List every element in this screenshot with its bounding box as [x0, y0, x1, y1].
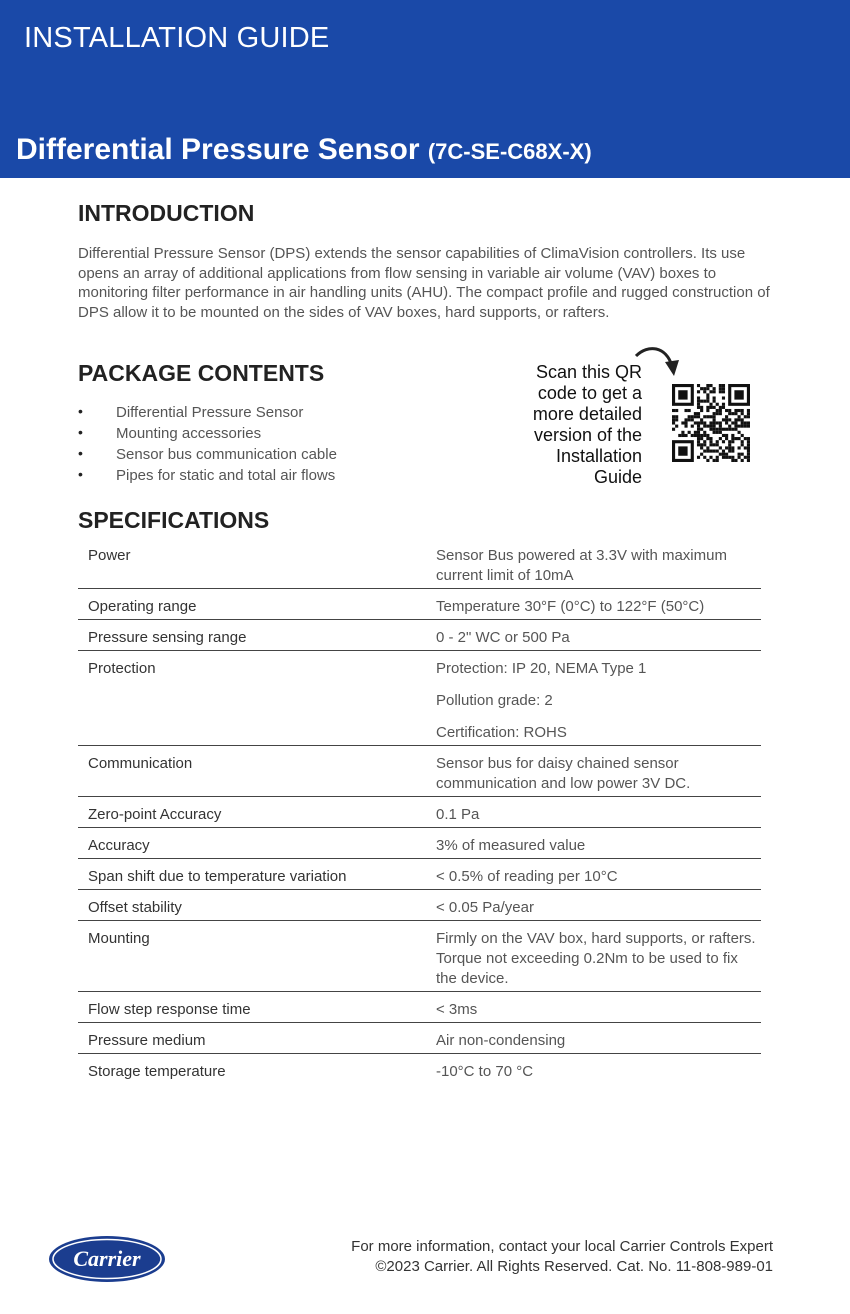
spec-row — [78, 890, 761, 921]
package-item-label: Pipes for static and total air flows — [116, 467, 336, 484]
spec-row — [78, 992, 761, 1023]
package-item — [78, 404, 337, 425]
qr-caption-line: version of the — [533, 425, 642, 445]
spec-value — [436, 1054, 761, 1085]
package-item — [78, 425, 337, 446]
spec-row — [78, 589, 761, 620]
package-item — [78, 446, 337, 467]
carrier-logo — [47, 1234, 167, 1284]
qr-caption-line: code to get a — [537, 383, 642, 403]
spec-row — [78, 538, 761, 589]
spec-value — [436, 828, 761, 859]
spec-row — [78, 1054, 761, 1085]
spec-row — [78, 828, 761, 859]
spec-label: Pressure sensing range — [78, 620, 436, 651]
bullet-icon: • — [78, 424, 83, 440]
bullet-icon: • — [78, 466, 83, 482]
spec-row — [78, 797, 761, 828]
spec-value-line: Pollution grade: 2 — [436, 692, 553, 709]
spec-value-line: Temperature 30°F (0°C) to 122°F (50°C) — [436, 598, 705, 615]
spec-value-line: Firmly on the VAV box, hard supports, or rafters. Torque not exceeding 0.2Nm to be used to fix the device. — [436, 930, 756, 987]
spec-value — [436, 1023, 761, 1054]
spec-label: Offset stability — [78, 890, 436, 921]
spec-label: Pressure medium — [78, 1023, 436, 1054]
qr-caption-line: Scan this QR — [535, 362, 642, 382]
logo-text: Carrier — [73, 1246, 141, 1271]
package-item — [78, 467, 337, 488]
spec-value — [436, 921, 761, 992]
spec-value-line: Sensor bus for daisy chained sensor communication and low power 3V DC. — [436, 755, 691, 792]
spec-value — [436, 620, 761, 651]
spec-value-line: -10°C to 70 °C — [436, 1063, 534, 1080]
spec-value — [436, 797, 761, 828]
package-item-label: Sensor bus communication cable — [116, 446, 337, 463]
spec-label: Storage temperature — [88, 1063, 226, 1080]
spec-value-line: < 0.05 Pa/year — [436, 899, 534, 916]
product-name: Differential Pressure Sensor — [16, 133, 420, 166]
bullet-icon: • — [78, 445, 83, 461]
spec-value-line: 3% of measured value — [436, 837, 586, 854]
spec-row — [78, 859, 761, 890]
qr-caption-line: Installation — [555, 446, 642, 466]
spec-value — [436, 859, 761, 890]
package-list — [78, 404, 337, 488]
spec-label: Flow step response time — [78, 992, 436, 1023]
package-heading: PACKAGE CONTENTS — [78, 360, 325, 386]
spec-row — [78, 620, 761, 651]
spec-value — [436, 538, 761, 589]
qr-caption-line: more detailed — [532, 404, 642, 424]
spec-value — [436, 651, 761, 746]
package-item-label: Mounting accessories — [116, 425, 262, 442]
spec-value — [436, 746, 761, 797]
spec-label: Operating range — [78, 589, 436, 620]
spec-value-line: < 0.5% of reading per 10°C — [436, 868, 618, 885]
spec-value-line: Protection: IP 20, NEMA Type 1 — [436, 660, 647, 677]
spec-value-line: Sensor Bus powered at 3.3V with maximum current limit of 10mA — [436, 547, 727, 584]
intro-text: Differential Pressure Sensor (DPS) extends the sensor capabilities of ClimaVision controllers. Its use opens an array of additional applications from flow sensing in variable air volume (VAV) boxes to monitoring filter performance in air handling units (AHU). The compact profile and rugged construction of DPS allow it to be mounted on the sides of VAV boxes, hard supports, or rafters. — [78, 245, 770, 321]
spec-row — [78, 1023, 761, 1054]
specs-table — [78, 538, 761, 1084]
spec-value-line: 0 - 2" WC or 500 Pa — [436, 629, 570, 646]
footer-copyright: ©2023 Carrier. All Rights Reserved. Cat. No. 11-808-989-01 — [375, 1258, 773, 1275]
footer-info — [351, 1237, 773, 1277]
spec-value — [436, 589, 761, 620]
spec-value-line: Air non-condensing — [436, 1032, 566, 1049]
spec-label: Accuracy — [78, 828, 436, 859]
spec-label: Zero-point Accuracy — [78, 797, 436, 828]
spec-row — [78, 651, 761, 746]
model-number: (7C-SE-C68X-X) — [427, 139, 592, 164]
intro-heading: INTRODUCTION — [78, 200, 255, 226]
spec-label: Protection — [78, 651, 436, 746]
page-title — [16, 133, 592, 167]
spec-value — [436, 890, 761, 921]
package-item-label: Differential Pressure Sensor — [116, 404, 304, 421]
specs-heading: SPECIFICATIONS — [78, 507, 270, 533]
spec-row — [78, 921, 761, 992]
spec-value-line: Certification: ROHS — [436, 724, 567, 741]
spec-value — [436, 992, 761, 1023]
doc-type-label: INSTALLATION GUIDE — [24, 22, 330, 54]
footer-contact: For more information, contact your local Carrier Controls Expert — [351, 1238, 773, 1255]
curved-arrow-icon — [630, 344, 680, 380]
spec-value-line: 0.1 Pa — [436, 806, 480, 823]
spec-row — [78, 746, 761, 797]
spec-label: Span shift due to temperature variation — [78, 859, 436, 890]
spec-label: Mounting — [78, 921, 436, 992]
spec-value-line: < 3ms — [436, 1001, 478, 1018]
qr-caption-line: Guide — [593, 467, 642, 487]
spec-label: Power — [78, 538, 436, 589]
bullet-icon: • — [78, 403, 83, 419]
spec-label: Communication — [78, 746, 436, 797]
qr-code-icon[interactable] — [672, 384, 750, 462]
qr-caption — [490, 362, 642, 488]
header-banner — [0, 0, 850, 178]
